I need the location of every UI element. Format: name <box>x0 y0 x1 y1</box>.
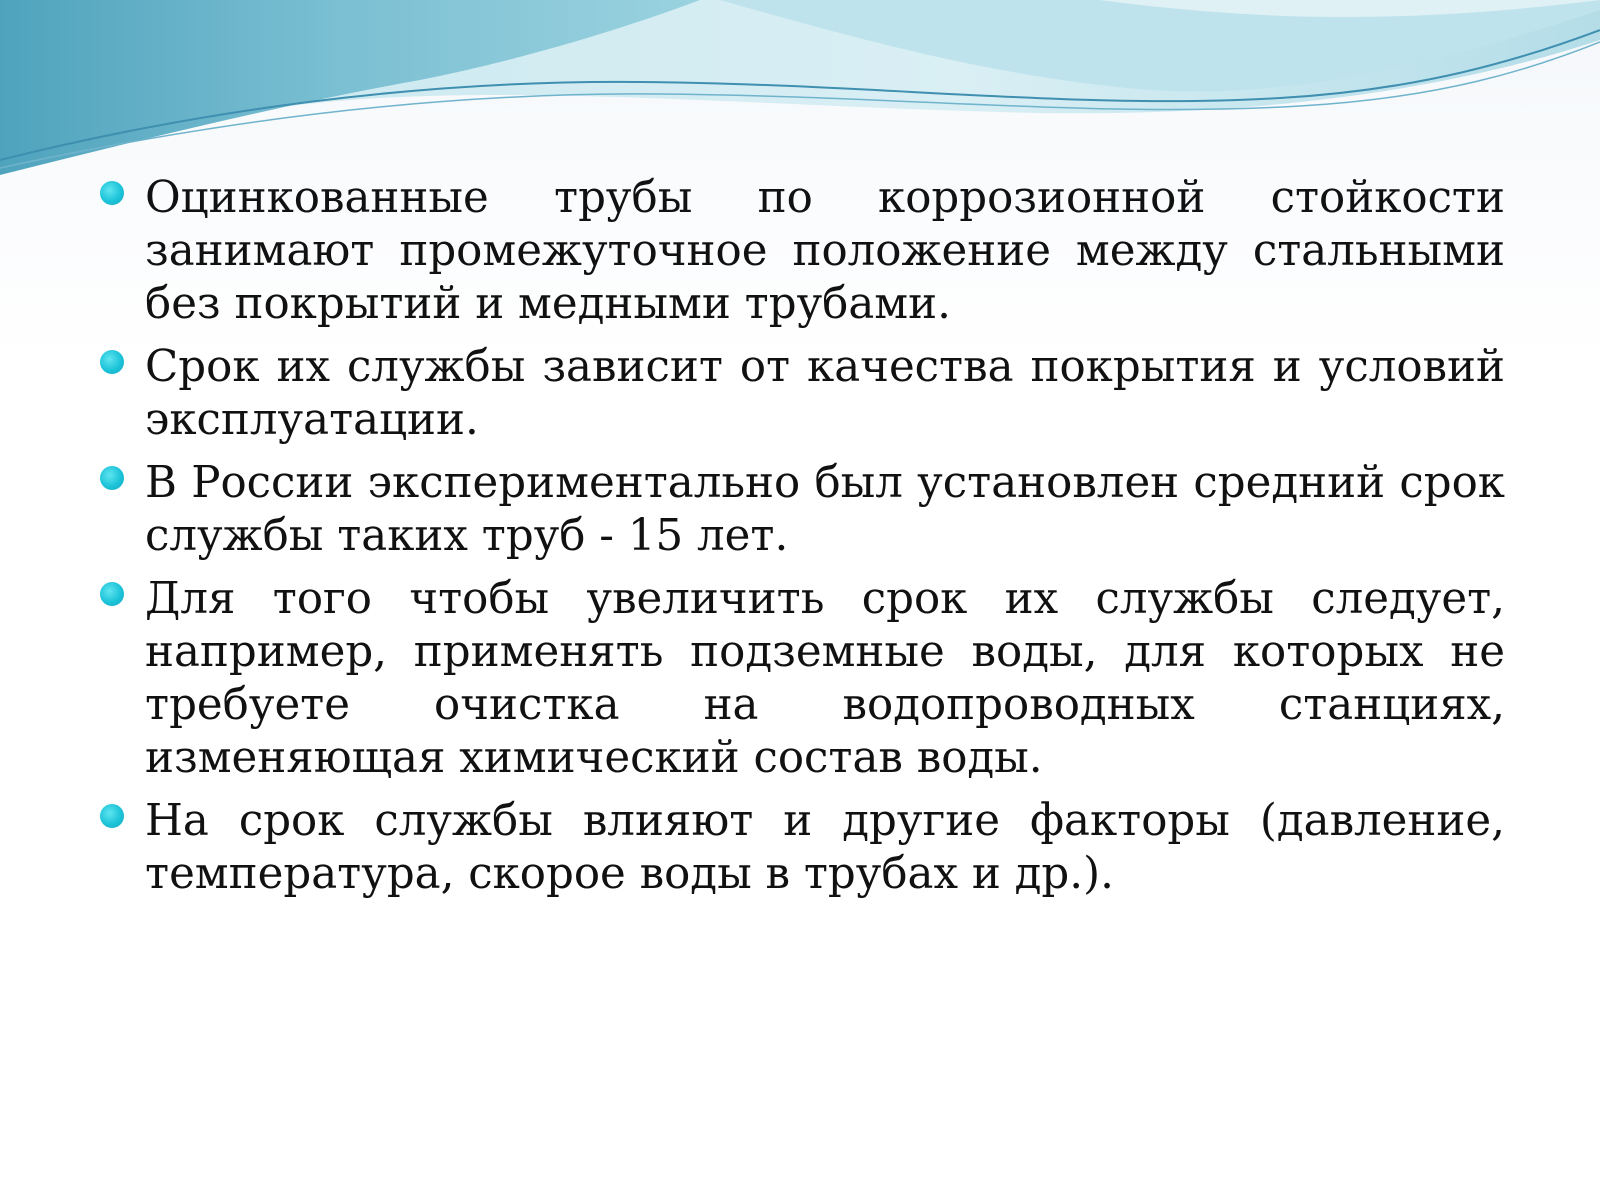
bullet-dot-icon <box>100 350 124 374</box>
bullet-dot-icon <box>100 804 124 828</box>
bullet-text: В России экспериментально был установлен средний срок службы таких труб - 15 лет. <box>145 458 1505 561</box>
bullet-text: Для того чтобы увеличить срок их службы следует, например, применять подземные воды, для которых не требуете очистка на водопроводных станциях, изменяющая химический состав воды. <box>145 574 1505 783</box>
bullet-dot-icon <box>100 582 124 606</box>
bullet-list <box>100 172 1505 901</box>
bullet-text: Срок их службы зависит от качества покрытия и условий эксплуатации. <box>145 342 1505 445</box>
bullet-dot-icon <box>100 466 124 490</box>
bullet-dot-icon <box>100 181 124 205</box>
bullet-item <box>100 341 1505 447</box>
bullet-item <box>100 172 1505 331</box>
bullet-text: На срок службы влияют и другие факторы (давление, температура, скорое воды в трубах и др.). <box>145 796 1505 899</box>
bullet-item <box>100 795 1505 901</box>
bullet-item <box>100 573 1505 785</box>
bullet-item <box>100 457 1505 563</box>
bullet-text: Оцинкованные трубы по коррозионной стойкости занимают промежуточное положение между стальными без покрытий и медными трубами. <box>145 173 1505 329</box>
slide-content <box>100 172 1505 911</box>
header-wave-decoration <box>0 0 1600 200</box>
